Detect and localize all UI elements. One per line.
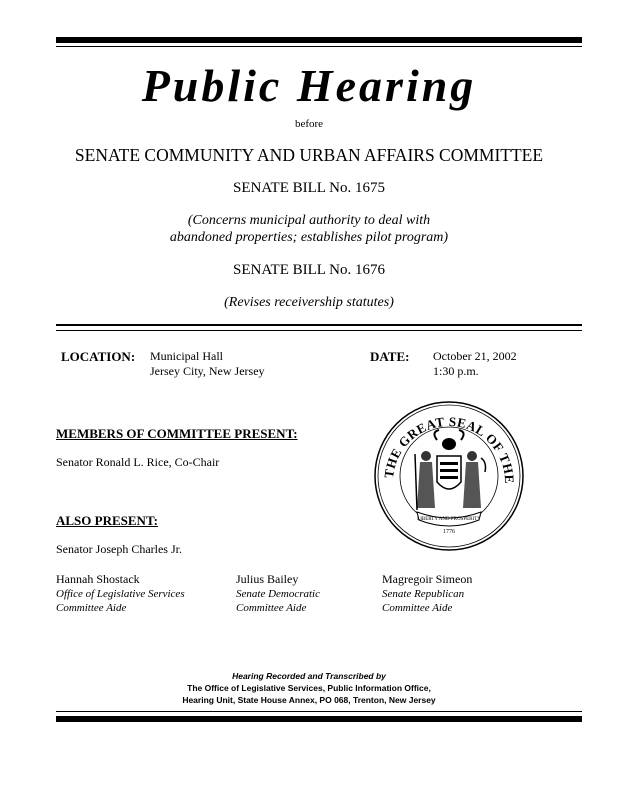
mid-rule-1 (56, 324, 582, 326)
aide-role-line2: Committee Aide (382, 602, 453, 614)
also-present-heading: ALSO PRESENT: (56, 513, 158, 528)
aide-shostack (56, 572, 185, 615)
aide-role-line2: Committee Aide (56, 602, 127, 614)
top-rule-thin (56, 46, 582, 47)
aide-role-line1: Senate Republican (382, 588, 465, 600)
bill-1675-desc-line2: abandoned properties; establishes pilot program) (169, 230, 449, 245)
mid-rule-2 (56, 330, 582, 331)
bottom-rule-thin (56, 711, 582, 712)
aide-name: Magregoir Simeon (382, 572, 473, 586)
bill-1675-desc-line1: (Concerns municipal authority to deal with (187, 213, 431, 228)
aide-role-line1: Office of Legislative Services (56, 588, 185, 600)
seal-year: 1776 (443, 529, 455, 535)
bill-1675-number: SENATE BILL No. 1675 (233, 180, 385, 196)
location-line1: Municipal Hall (150, 349, 223, 363)
aide-name: Julius Bailey (236, 572, 299, 586)
bill-1676-number: SENATE BILL No. 1676 (233, 262, 385, 278)
before-text: before (294, 118, 324, 130)
aide-bailey (236, 572, 320, 615)
seal-motto: LIBERTY AND PROSPERITY (417, 517, 481, 522)
bill-1676-desc-line1: (Revises receivership statutes) (224, 295, 394, 310)
footer-line2: The Office of Legislative Services, Public Information Office, (187, 683, 431, 693)
bottom-rule-thick (56, 716, 582, 722)
member-rice: Senator Ronald L. Rice, Co-Chair (56, 455, 220, 469)
date-line2: 1:30 p.m. (433, 364, 479, 378)
date-label: DATE: (370, 349, 410, 364)
committee-name: SENATE COMMUNITY AND URBAN AFFAIRS COMMITTEE (74, 145, 544, 165)
members-heading: MEMBERS OF COMMITTEE PRESENT: (56, 426, 298, 441)
state-seal-icon (373, 400, 525, 552)
aide-simeon (382, 572, 472, 615)
seal-text: THE GREAT SEAL OF THE (381, 413, 518, 485)
aide-role-line2: Committee Aide (236, 602, 307, 614)
location-line2: Jersey City, New Jersey (150, 364, 265, 378)
footer-line1: Hearing Recorded and Transcribed by (232, 671, 386, 681)
footer-line3: Hearing Unit, State House Annex, PO 068, Trenton, New Jersey (182, 695, 436, 705)
also-present-senator: Senator Joseph Charles Jr. (56, 542, 182, 556)
location-label: LOCATION: (61, 349, 136, 364)
aide-role-line1: Senate Democratic (236, 588, 320, 600)
aide-name: Hannah Shostack (56, 572, 140, 586)
page-title: Public Hearing (141, 60, 477, 111)
date-line1: October 21, 2002 (433, 349, 517, 363)
top-rule-thick (56, 37, 582, 43)
